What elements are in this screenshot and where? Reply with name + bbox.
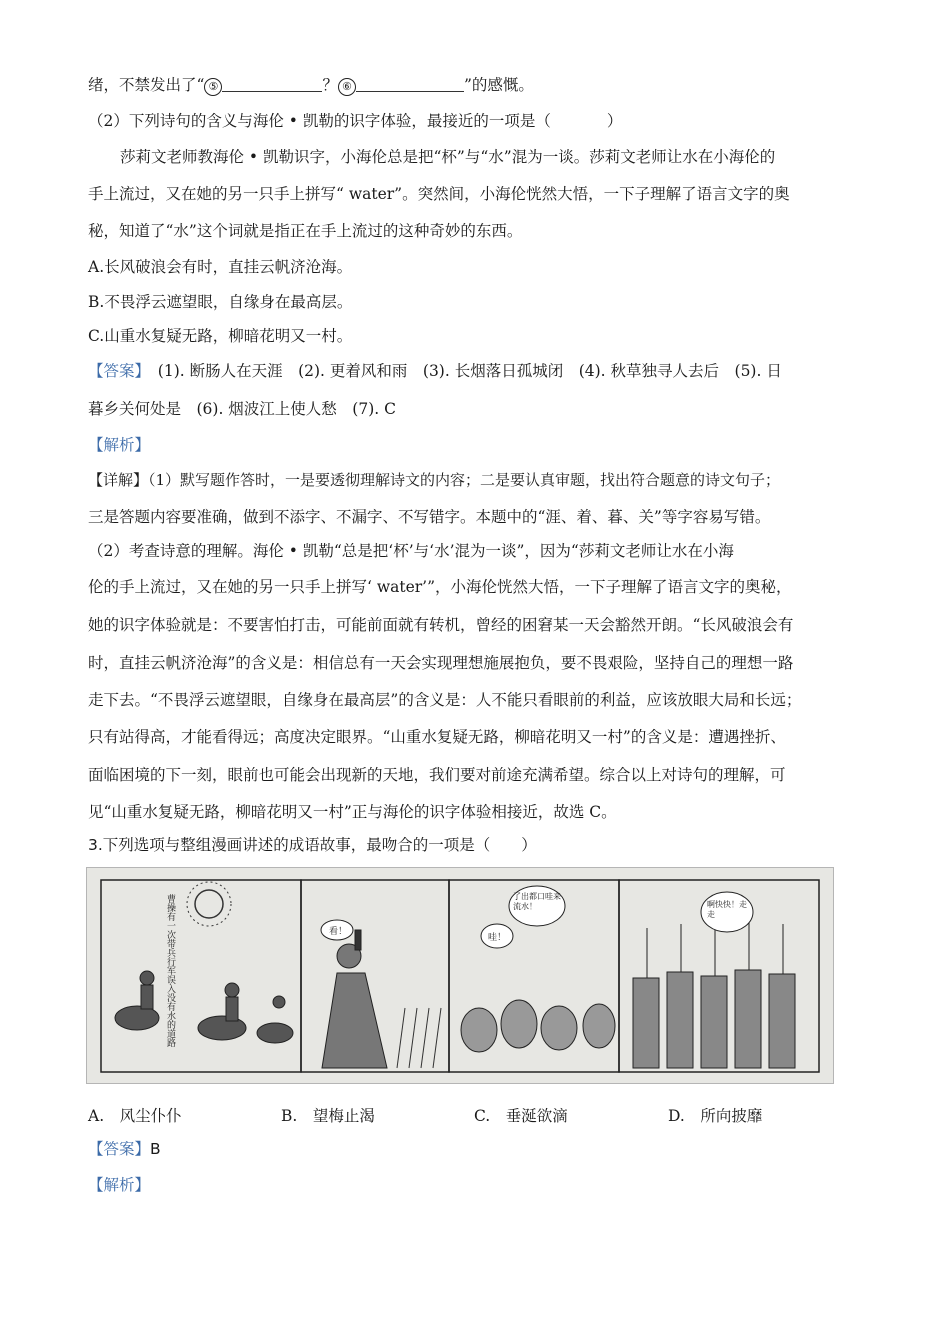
detail-line-5: 她的识字体验就是：不要害怕打击，可能前面就有转机，曾经的困窘某一天会豁然开朗。“长风破浪会有 bbox=[88, 616, 794, 634]
detail-line-7: 走下去。“不畏浮云遮望眼，自缘身在最高层”的含义是：人不能只看眼前的利益，应该放眼大局和长远； bbox=[88, 691, 802, 709]
blank-suffix: ”的感慨。 bbox=[463, 76, 534, 94]
detail-line-9: 面临困境的下一刻，眼前也可能会出现新的天地，我们要对前途充满希望。综合以上对诗句的理解，可 bbox=[88, 766, 786, 784]
comic-bubble-2: 哇！ bbox=[488, 933, 507, 943]
blank-6[interactable] bbox=[356, 75, 464, 92]
question-3-stem: 3.下列选项与整组漫画讲述的成语故事，最吻合的一项是（ ） bbox=[88, 836, 537, 854]
blank-separator: ？ bbox=[322, 76, 338, 94]
detail-line-1: 【详解】（1）默写题作答时，一是要透彻理解诗文的内容；二是要认真审题，找出符合题意的诗文句子； bbox=[88, 471, 781, 489]
choice-b: B.不畏浮云遮望眼，自缘身在最高层。 bbox=[88, 293, 353, 311]
question-2-stem: （2）下列诗句的含义与海伦 • 凯勒的识字体验，最接近的一项是（ ） bbox=[88, 112, 623, 130]
detail-line-8: 只有站得高，才能看得远；高度决定眼界。“山重水复疑无路，柳暗花明又一村”的含义是：遭遇挫折、 bbox=[88, 728, 786, 746]
answer-text-1: (1). 断肠人在天涯 (2). 更着风和雨 (3). 长烟落日孤城闭 (4). 秋草独寻人去后 (5). 日 bbox=[157, 362, 782, 380]
detail-line-10: 见“山重水复疑无路，柳暗花明又一村”正与海伦的识字体验相接近，故选 C。 bbox=[88, 803, 617, 821]
passage-line-2: 手上流过，又在她的另一只手上拼写“ water”。突然间，小海伦恍然大悟，一下子理解了语言文字的奥 bbox=[88, 185, 790, 203]
analysis-label: 【解析】 bbox=[88, 436, 151, 454]
answer-2-value: B bbox=[150, 1140, 161, 1158]
detail-line-3: （2）考查诗意的理解。海伦 • 凯勒“总是把‘杯’与‘水’混为一谈”，因为“莎莉文老师让水在小海 bbox=[88, 542, 734, 560]
detail-line-4: 伦的手上流过，又在她的另一只手上拼写‘ water’”，小海伦恍然大悟，一下子理解了语言文字的奥秘， bbox=[88, 578, 792, 596]
answer-line-1 bbox=[88, 360, 878, 382]
answer-2-label: 【答案】 bbox=[88, 1140, 151, 1158]
fill-blank-line bbox=[88, 74, 878, 96]
detail-line-6: 时，直挂云帆济沧海”的含义是：相信总有一天会实现理想施展抱负，要不畏艰险，坚持自己的理想一路 bbox=[88, 654, 794, 672]
answer-2-line bbox=[88, 1138, 878, 1160]
passage-line-3: 秘，知道了“水”这个词就是指正在手上流过的这种奇妙的东西。 bbox=[88, 222, 523, 240]
comic-bubble-1: 看！ bbox=[329, 927, 348, 937]
option-a[interactable]: A. 风尘仆仆 bbox=[88, 1107, 182, 1125]
option-c[interactable]: C. 垂涎欲滴 bbox=[474, 1107, 568, 1125]
comic-strip-image bbox=[86, 867, 834, 1084]
blank-prefix: 绪，不禁发出了“ bbox=[88, 76, 205, 94]
passage-line-1: 莎莉文老师教海伦 • 凯勒识字，小海伦总是把“杯”与“水”混为一谈。莎莉文老师让水在小海伦的 bbox=[120, 148, 776, 166]
blank-number-5: ⑤ bbox=[204, 78, 222, 96]
comic-caption: 曹操有一次带兵行军误入没有水的道路 bbox=[165, 894, 175, 1047]
option-b[interactable]: B. 望梅止渴 bbox=[281, 1107, 375, 1125]
option-d[interactable]: D. 所向披靡 bbox=[668, 1107, 763, 1125]
detail-line-2: 三是答题内容要准确，做到不添字、不漏字、不写错字。本题中的“涯、着、暮、关”等字容易写错。 bbox=[88, 508, 771, 526]
comic-bubble-4: 啊快快！走走 bbox=[707, 900, 747, 919]
analysis-2-label: 【解析】 bbox=[88, 1176, 151, 1194]
blank-number-6: ⑥ bbox=[338, 78, 356, 96]
blank-5[interactable] bbox=[222, 75, 322, 92]
comic-bubble-3: 了出都口哇来流水！ bbox=[513, 892, 561, 911]
answer-line-2: 暮乡关何处是 (6). 烟波江上使人愁 (7). C bbox=[88, 400, 396, 418]
choice-a: A.长风破浪会有时，直挂云帆济沧海。 bbox=[88, 258, 353, 276]
answer-label: 【答案】 bbox=[88, 362, 143, 380]
question-number: 3. bbox=[88, 836, 103, 854]
choice-c: C.山重水复疑无路，柳暗花明又一村。 bbox=[88, 327, 353, 345]
